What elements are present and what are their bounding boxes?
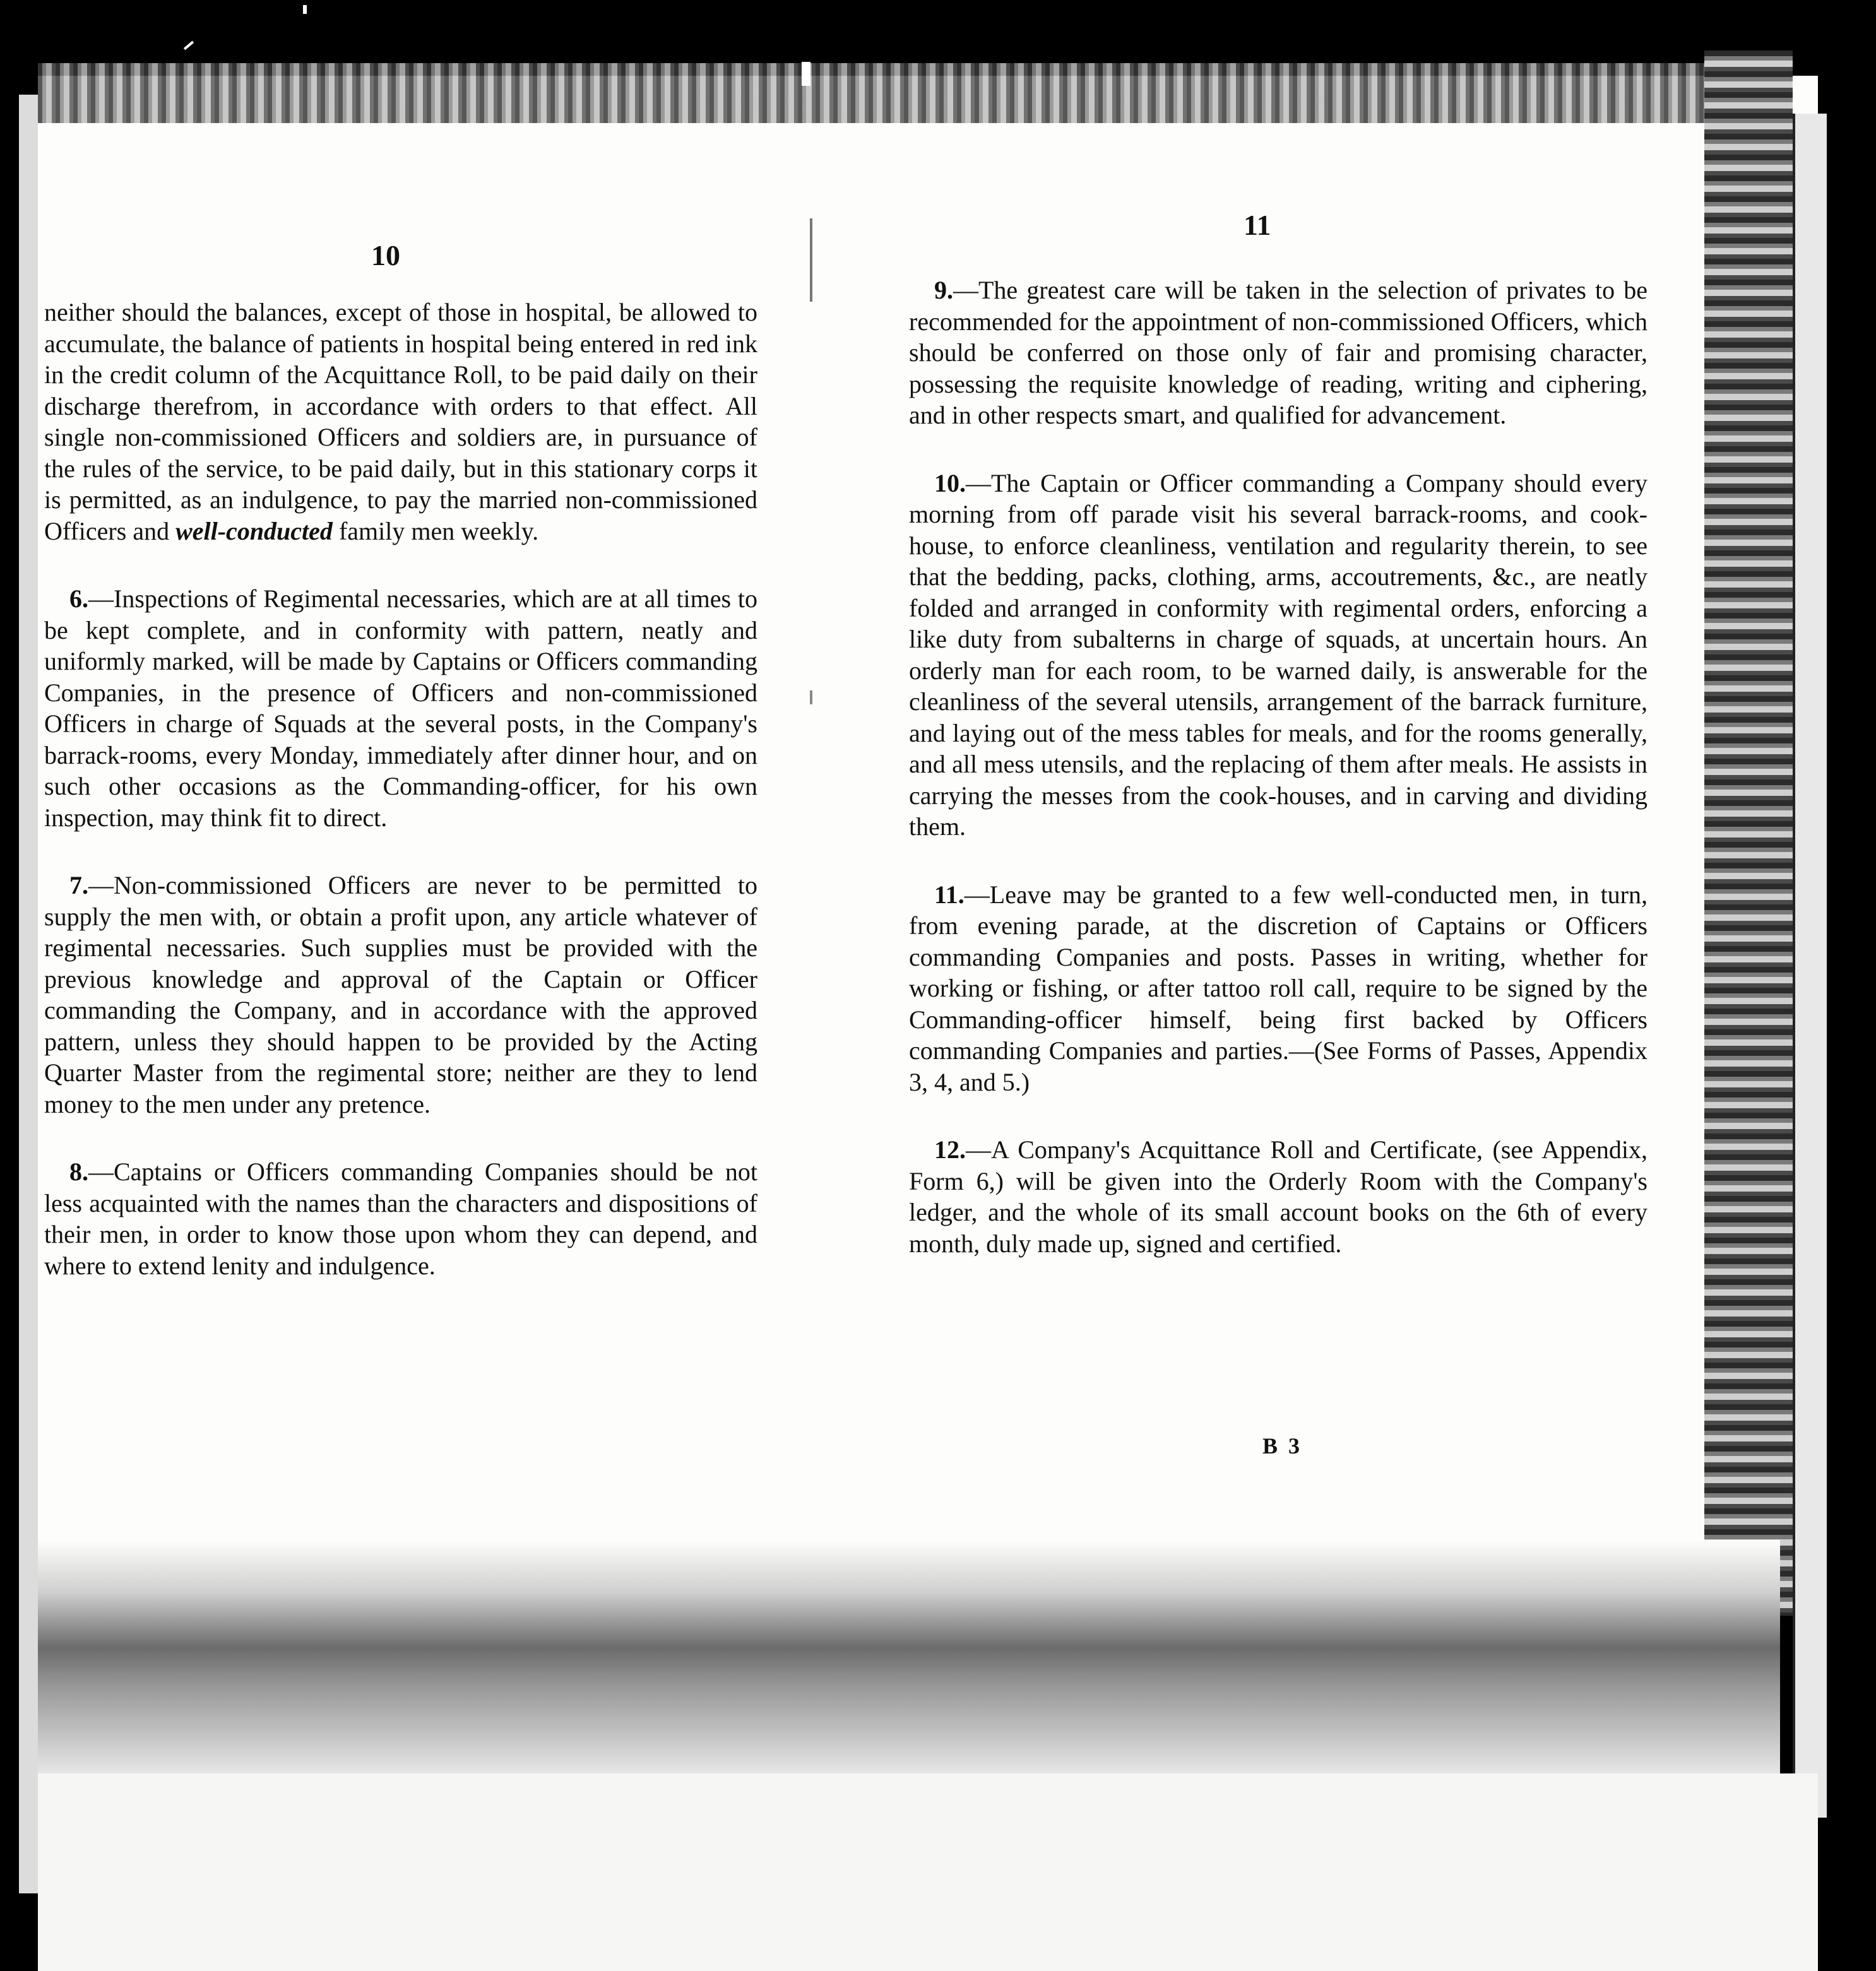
paragraph-number: 11. — [934, 880, 965, 909]
right-margin-strip — [1793, 114, 1827, 1818]
paragraph-number: 6. — [69, 584, 88, 613]
paragraph-emphasis: well-conducted — [175, 516, 333, 545]
top-page-edge — [38, 63, 1711, 123]
paragraph-number: 9. — [934, 276, 953, 304]
lower-page-area — [38, 1773, 1818, 1971]
paragraph-12 — [909, 1134, 1647, 1259]
paragraph-10 — [909, 468, 1647, 843]
right-page-number: 11 — [1244, 209, 1271, 241]
page-block-edge — [1704, 50, 1793, 1616]
bottom-shadow — [38, 1540, 1780, 1780]
left-page — [44, 227, 757, 1318]
paragraph-number: 7. — [69, 871, 88, 899]
paragraph-text: —Inspections of Regimental necessaries, which are at all times to be kept complete, and in conformity with pattern, neatly and uniformly marked, will be made by Captains or Officers commanding Companies, in the presence of Officers and non-commissioned Officers in charge of Squads at the several posts, in the Company's barrack-rooms, every Monday, immediately after dinner hour, and on such other occasions as the Commanding-officer, for his own inspection, may think fit to direct. — [44, 584, 757, 832]
paragraph-text: —A Company's Acquittance Roll and Certificate, (see Appendix, Form 6,) will be given into the Orderly Room with the Company's ledger, and the whole of its small account books on the 6th of every month, duly made up, signed and certified. — [909, 1135, 1647, 1258]
scan-speck — [303, 5, 307, 14]
right-page — [909, 208, 1647, 1296]
paragraph-text: —Non-commissioned Officers are never to be permitted to supply the men with, or obtain a profit upon, any article whatever of regimental necessaries. Such supplies must be provided with the previous knowledge and approval of the Captain or Officer commanding the Company, and in accordance with the approved pattern, unless they should happen to be provided by the Acting Quarter Master from the regimental store; neither are they to lend money to the men under any pretence. — [44, 871, 757, 1118]
paragraph-9 — [909, 275, 1647, 431]
paragraph-7 — [44, 870, 757, 1120]
signature-mark: B 3 — [1262, 1433, 1303, 1459]
paragraph-text: —Captains or Officers commanding Companies should be not less acquainted with the names than the characters and dispositions of their men, in order to know those upon whom they can depend, and where to extend lenity and indulgence. — [44, 1157, 757, 1280]
scan-speck — [184, 41, 194, 50]
paragraph-11 — [909, 879, 1647, 1098]
left-page-number: 10 — [371, 239, 400, 271]
paragraph-text: —Leave may be granted to a few well-conducted men, in turn, from evening parade, at the discretion of Captains or Officers commanding Companies and posts. Passes in writing, whether for working or fishing, or after tattoo roll call, require to be signed by the Commanding-officer himself, being first backed by Officers commanding Companies and parties.—(See Forms of Passes, Appendix 3, 4, and 5.) — [909, 880, 1647, 1096]
paragraph-number: 12. — [934, 1135, 966, 1164]
paragraph-number: 10. — [934, 468, 966, 497]
paragraph-text: —The Captain or Officer commanding a Company should every morning from off parade visit his several barrack-rooms, and cook-house, to enforce cleanliness, ventilation and regularity therein, to see that the bedding, packs, clothing, arms, accoutrements, &c., are neatly folded and arranged in conformity with regimental orders, enforcing a like duty from subalterns in charge of squads, at uncertain hours. An orderly man for each room, to be warned daily, is answerable for the cleanliness of the several utensils, arrangement of the barrack furniture, and laying out of the mess tables for meals, and for the rooms generally, and all mess utensils, and the replacing of them after meals. He assists in carrying the messes from the cook-houses, and in carving and dividing them. — [909, 468, 1647, 841]
paragraph-text-after: family men weekly. — [332, 516, 539, 545]
paragraph-text: —The greatest care will be taken in the selection of privates to be recommended for the appointment of non-commissioned Officers, which should be conferred on those only of fair and promising character, possessing the requisite knowledge of reading, writing and ciphering, and in other respects smart, and qualified for advancement. — [909, 276, 1647, 429]
gutter-line — [810, 107, 812, 1496]
scan-speck — [802, 62, 810, 86]
paragraph-text-before: neither should the balances, except of those in hospital, be allowed to accumulate, the balance of patients in hospital being entered in red ink in the credit column of the Acquittance Roll, to be paid daily on their discharge therefrom, in accordance with orders to that effect. All single non-commissioned Officers and soldiers are, in pursuance of the rules of the service, to be paid daily, but in this stationary corps it is permitted, as an indulgence, to pay the married non-commissioned Officers and — [44, 298, 757, 545]
paragraph-continued — [44, 297, 757, 547]
paragraph-8 — [44, 1156, 757, 1281]
paragraph-number: 8. — [69, 1157, 88, 1186]
paragraph-6 — [44, 583, 757, 833]
